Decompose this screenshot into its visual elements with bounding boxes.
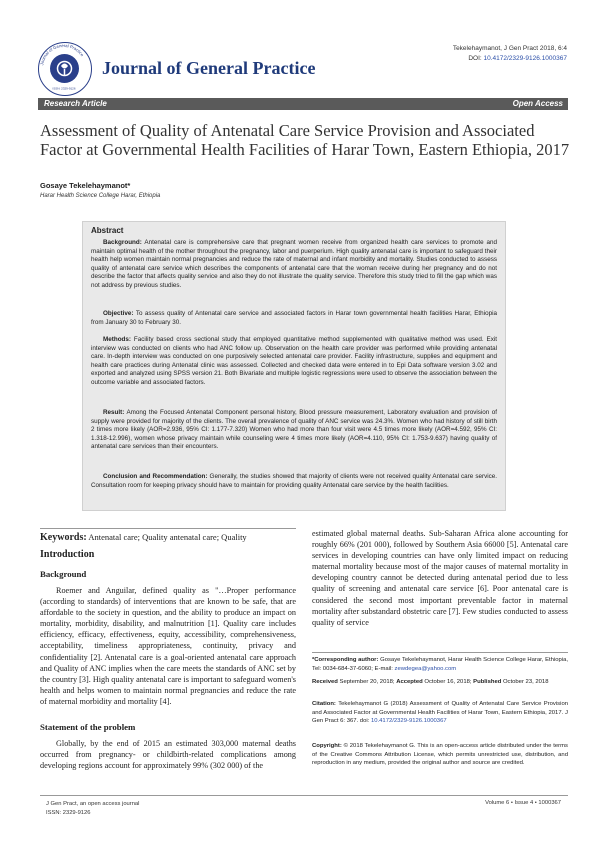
copyright-note: Copyright: © 2018 Tekelehaymanot G. This is an open-access article distributed under the terms of the Creative Commons Attribution License, which permits unrestricted use, distribution, and reproduction in any medium, provided the original author and source are credited. xyxy=(312,743,568,767)
journal-title: Journal of General Practice xyxy=(102,58,316,78)
citation-line: Tekelehaymanot, J Gen Pract 2018, 6:4 xyxy=(452,45,567,52)
article-type-label: Research Article xyxy=(44,99,107,108)
abstract-objective: Objective: To assess quality of Antenatal care service and associated factors in Harar town governmental health facilities Harar, Ethiopia from January 30 to February 30. xyxy=(91,310,497,326)
svg-text:Journal of General Practice: Journal of General Practice xyxy=(39,42,85,66)
footer-volume: Volume 6 • Issue 4 • 1000367 xyxy=(485,800,561,806)
article-type-banner xyxy=(38,98,568,110)
svg-text:ISSN: 2329-9126: ISSN: 2329-9126 xyxy=(52,86,76,91)
doi-link[interactable]: 10.4172/2329-9126.1000367 xyxy=(483,55,567,62)
abstract-background: Background: Antenatal care is comprehensive care that pregnant women receive from organized health care services to promote and maintain optimal health of the mother throughout the pregnancy, labor and puerperium. High quality antenatal care is important to safeguard their health help women maintain normal pregnancies and reduce the rate of maternal and infant morbidity and mortality. Studies conducted to assess quality of antenatal care service which describes the components of antenatal care that the woman receive during her pregnancy and do not describe the factor that affects quality service and also they do not illustrate the quality service. Therefore this study tried to fill the gap which was not address by previous studies. xyxy=(91,239,497,289)
doi-prefix: DOI: xyxy=(468,55,484,62)
introduction-heading: Introduction xyxy=(40,549,95,560)
author-name: Gosaye Tekelehaymanot* xyxy=(40,181,131,190)
problem-heading: Statement of the problem xyxy=(40,722,136,732)
sidebar-rule xyxy=(312,652,568,653)
author-email[interactable]: zewdegea@yahoo.com xyxy=(394,665,457,672)
keywords: Keywords: Antenatal care; Quality antenatal care; Quality xyxy=(40,532,247,543)
keywords-rule xyxy=(40,528,296,529)
article-title: Assessment of Quality of Antenatal Care Service Provision and Associated Factor at Governmental Health Facilities of Harar Town, Eastern Ethiopia, 2017 xyxy=(40,121,570,159)
footer-issn: ISSN: 2329-9126 xyxy=(46,810,91,816)
author-affiliation: Harar Health Science College Harar, Ethiopia xyxy=(40,193,161,199)
abstract-conclusion: Conclusion and Recommendation: Generally, the studies showed that majority of clients were not received quality Antenatal care service. Consultation room for keeping privacy should have to maintain for providing quality Antenatal care service by the health facilities. xyxy=(91,473,498,489)
header-citation xyxy=(453,44,567,64)
footer-rule xyxy=(40,795,568,796)
logo-ring-text xyxy=(37,41,91,95)
open-access-label: Open Access xyxy=(512,99,563,108)
body-paragraph-3: estimated global maternal deaths. Sub-Saharan Africa alone accounting for roughly 66% (201 000), followed by Southern Asia 66000 [5]. Antenatal care services in developing countries can have only limited impact on reducing maternal mortality because most of the major causes of maternal mortality in developing country cannot be detected during antenatal period due to less quality of screening and antenatal care service [6]. Poor antenatal care is considered the second most important preventable factor in maternal mortality after substandard obstetric care [7]. Few studies conducted to assess quality of service xyxy=(312,529,568,627)
citation-doi-link[interactable]: 10.4172/2329-9126.1000367 xyxy=(370,718,447,725)
corresponding-author: *Corresponding author: Gosaye Tekelehaymanot, Harar Health Science College Harar, Ethiopia, Tel: 0034-684-37-6060; E-mail: zewdegea@yahoo.com xyxy=(312,657,569,672)
body-paragraph-2: Globally, by the end of 2015 an estimated 303,000 maternal deaths occurred from pregnancy- or childbirth-related complications among developing regions account for approximately 99% (302 000) of the xyxy=(40,739,296,771)
footer-journal: J Gen Pract, an open access journal xyxy=(46,801,140,807)
citation-note: Citation: Tekelehaymanot G (2018) Assessment of Quality of Antenatal Care Service Provision and Associated Factor at Governmental Health Facilities of Harar Town, Eastern Ethiopia, 2017. J Gen Pract 6: 367. doi: 10.4172/2329-9126.1000367 xyxy=(312,701,568,725)
abstract-result: Result: Among the Focused Antenatal Component personal history, Blood pressure measurement, Laboratory evaluation and provision of supply were provided for majority of the clients. The overall prevalence of quality of ANC service was 24.3%. Women who had history of still birth 2 times more likely (AOR=2.936, 95% CI: 1.177-7.320) Women who had more than four visit were 4.5 times more likely (AOR=4.592, 95% CI: 1.318-12.996), women whose privacy maintain while counseling were 4 times more likely (AOR=4.110, 95% CI: 1.753-9.637) having quality of antenatal care services than their encounters. xyxy=(91,409,497,450)
footer-left xyxy=(46,800,139,818)
article-dates: Received September 20, 2018; Accepted October 16, 2018; Published October 23, 2018 xyxy=(312,679,549,685)
abstract-heading: Abstract xyxy=(91,226,124,235)
body-paragraph-1: Roemer and Anguilar, defined quality as "…Proper performance (according to standards) of interventions that are known to be safe, that are affordable to the society in question, and the ability to produce an impact on mortality, morbidity, disability, and malnutrition [1]. Quality care includes efficiency, efficacy, effectiveness, equity, accessibility, comprehensiveness, acceptability, timeliness appropriateness, continuity, privacy and confidentiality [2]. Antenatal care is a goal-oriented antenatal care approach and Quality of ANC implies when the care meets the standards of ANC set by the country [3]. High quality antenatal care is important to safeguard women's health and helps women to maintain normal pregnancies and reduce the rate of maternal morbidity and mortality [4]. xyxy=(40,586,296,706)
background-heading: Background xyxy=(40,569,87,579)
abstract-methods: Methods: Facility based cross sectional study that employed quantitative method supplemented with qualitative method was used. Exit interview was conducted on clients who had ANC follow up. Observation on the health care provider was performed while providing antenatal care. In-depth interview was conducted on one purposively selected antenatal care provider. Facility infrastructure, supplies and equipment and health care practices during Antenatal clinic was assessed. Collected and checked data were entered in to Epi Data software version 3.02 and exported and analyzed using SPSS version 21. Both Bivariate and multiple logistic regressions were used to observe the association between the outcome variable and associated factors. xyxy=(91,336,498,386)
journal-logo xyxy=(38,42,92,96)
